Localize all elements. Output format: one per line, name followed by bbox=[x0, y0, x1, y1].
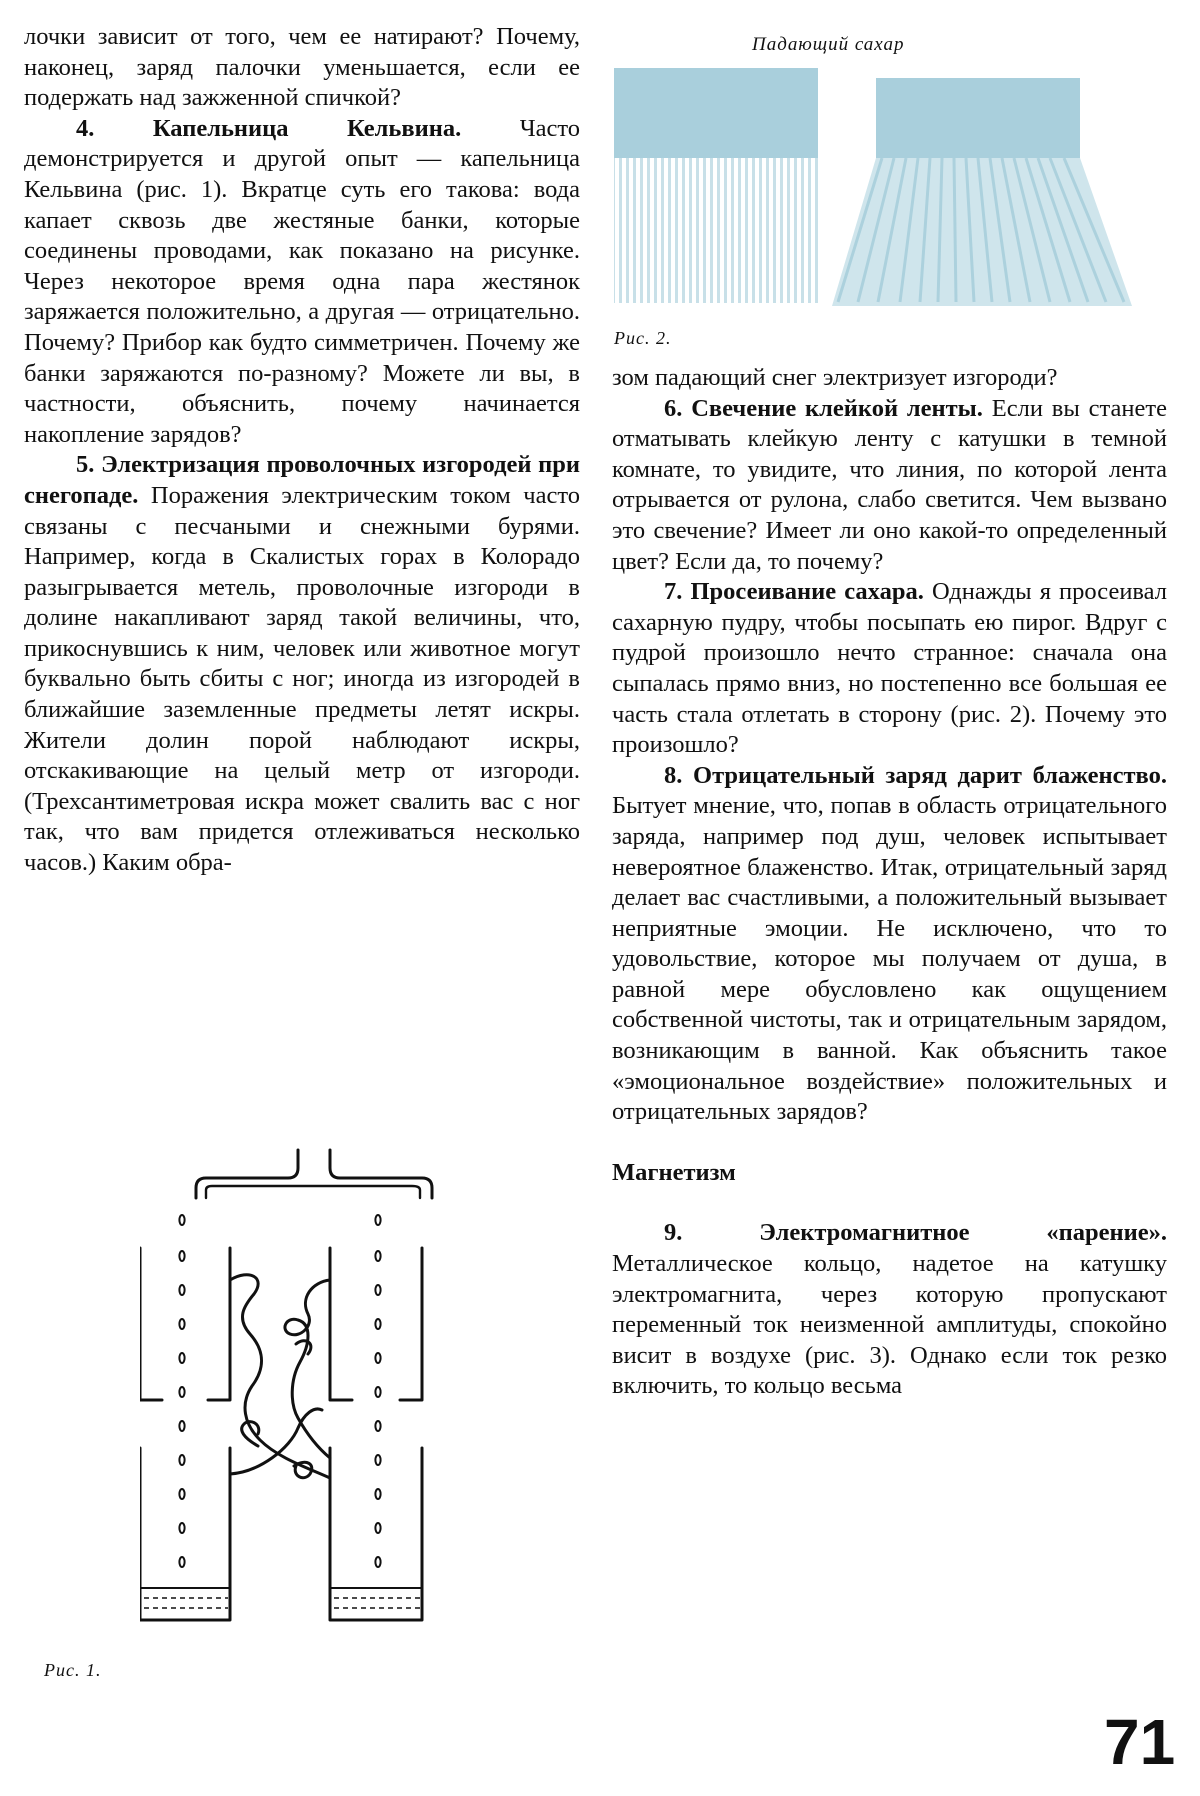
lower-cup-right bbox=[330, 1448, 422, 1620]
supply-pipe bbox=[196, 1150, 298, 1198]
sugar-block-right bbox=[876, 78, 1080, 158]
sugar-block-left bbox=[614, 68, 818, 158]
item-4 bbox=[24, 114, 580, 451]
left-column bbox=[24, 22, 580, 879]
item-6-title: 6. Свечение клейкой ленты. bbox=[664, 394, 983, 422]
paragraph-continued: зом падающий снег электризует изгороди? bbox=[612, 364, 1058, 391]
upper-can-left bbox=[140, 1248, 162, 1400]
item-8-title: 8. Отрицательный заряд дарит блаженство. bbox=[664, 761, 1167, 789]
item-4-text: Часто демонстрируется и другой опыт — капельница Кельвина (рис. 1). Вкратце суть его такова: вода капает сквозь две жестяные банки, которые соединены проводами, как показано на рисунке. Через некоторое время одна пара жестянок заряжается положительно, а другая — отрицательно. Почему? Прибор как будто симметричен. Почему же банки заряжаются по-разному? Можете ли вы, в частности, объяснить, почему начинается накопление зарядов? bbox=[24, 114, 580, 448]
item-4-title: 4. Капельница Кельвина. bbox=[76, 114, 462, 142]
item-5-title: 5. Электризация проволочных изгородей при снегопаде. bbox=[24, 451, 580, 509]
paragraph-continued: лочки зависит от того, чем ее натирают? Почему, наконец, заряд палочки уменьшается, если ее подержать над зажженной спичкой? bbox=[24, 23, 580, 112]
figure-1-caption: Рис. 1. bbox=[44, 1660, 102, 1680]
lower-cup-left bbox=[140, 1448, 230, 1620]
section-heading-magnetism: Магнетизм bbox=[612, 1158, 736, 1186]
item-9-text: Металлическое кольцо, надетое на катушку электромагнита, через которую пропускают переменный ток неизменной амплитуды, спокойно висит в воздухе (рис. 3). Однако если ток резко включить, то кольцо весьма bbox=[612, 1250, 1167, 1400]
item-5 bbox=[24, 450, 580, 878]
item-9 bbox=[612, 1218, 1167, 1402]
item-7-title: 7. Просеивание сахара. bbox=[664, 578, 924, 606]
wire-1 bbox=[230, 1275, 330, 1478]
water-drops bbox=[179, 1215, 380, 1567]
upper-can-right bbox=[330, 1248, 352, 1400]
item-7 bbox=[612, 577, 1167, 761]
item-6-text: Если вы станете отматывать клейкую ленту с катушки в темной комнате, то увидите, что линия, по которой лента отрывается от рулона, слабо светится. Чем вызвано это свечение? Имеет ли оно какой-то определенный цвет? Если да, то почему? bbox=[612, 394, 1167, 575]
item-5-text: Поражения электрическим током часто связаны с песчаными и снежными бурями. Например, когда в Скалистых горах в Колорадо разыгрывается метель, проволочные изгороди в долине накапливают заряд такой величины, что, прикоснувшись к ним, человек или животное могут буквально быть сбиты с ног; иногда из изгородей в ближайшие заземленные предметы летят искры. Жители долин порой наблюдают искры, отскакивающие на целый метр от изгороди. (Трехсантиметровая искра может свалить вас с ног так, что вам придется отлеживаться несколько часов.) Каким обра- bbox=[24, 481, 580, 877]
wire-2 bbox=[285, 1280, 330, 1458]
figure-1-kelvin-dropper bbox=[140, 1148, 520, 1648]
right-column bbox=[612, 363, 1167, 1402]
figure-2-title: Падающий сахар bbox=[752, 34, 905, 55]
figure-2-caption: Рис. 2. bbox=[614, 328, 672, 348]
figure-2-falling-sugar bbox=[612, 66, 1152, 318]
page-number: 71 bbox=[1104, 1706, 1176, 1778]
item-7-text: Однажды я просеивал сахарную пудру, чтобы посыпать ею пирог. Вдруг с пудрой произошло нечто странное: сначала она сыпалась прямо вниз, но постепенно все большая ее часть стала отлетать в сторону (рис. 2). Почему это произошло? bbox=[612, 578, 1167, 759]
item-6 bbox=[612, 394, 1167, 578]
item-9-title: 9. Электромагнитное «парение». bbox=[664, 1219, 1167, 1247]
item-8-text: Бытует мнение, что, попав в область отрицательного заряда, например под душ, человек испытывает невероятное блаженство. Итак, отрицательный заряд делает вас счастливыми, а положительный вызывает неприятные эмоции. Не исключено, что то удовольствие, которое мы получаем от душа, в равной мере обусловлено как ощущением собственной чистоты, так и отрицательным зарядом, возникающим в ванной. Как объяснить такое «эмоциональное воздействие» положительных и отрицательных зарядов? bbox=[612, 792, 1167, 1126]
item-8 bbox=[612, 761, 1167, 1128]
